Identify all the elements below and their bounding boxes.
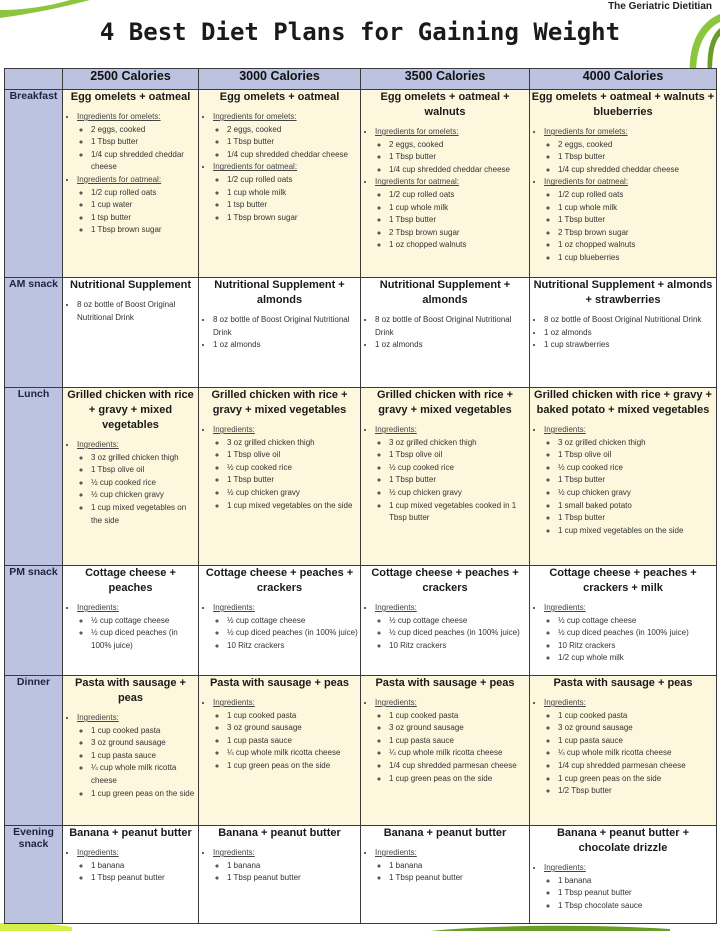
- ingredient-item: ◦ 1 Tbsp butter: [227, 474, 360, 487]
- ingredient-item: ◦ ½ cup cottage cheese: [389, 615, 529, 628]
- ingredient-item: ◦ 1 small baked potato: [558, 500, 716, 513]
- ingredient-item: ◦ 1 banana: [91, 860, 198, 873]
- diet-plan-table: [4, 68, 717, 924]
- ingredient-item: ◦ 10 Ritz crackers: [389, 640, 529, 653]
- ingredient-item: ◦ 1/4 cup shredded cheddar cheese: [91, 149, 198, 174]
- ingredient-item: ◦ 1 Tbsp butter: [558, 214, 716, 227]
- ingredient-item: ◦ 2 eggs, cooked: [389, 139, 529, 152]
- ingredient-item: ◦ 3 oz grilled chicken thigh: [227, 437, 360, 450]
- ingredient-item: ◦ 3 oz grilled chicken thigh: [389, 437, 529, 450]
- ingredient-item: ◦ 1/4 cup shredded parmesan cheese: [558, 760, 716, 773]
- ingredient-item: • 8 oz bottle of Boost Original Nutritional Drink: [213, 314, 360, 339]
- ingredient-item: ◦ 1/2 Tbsp butter: [558, 785, 716, 798]
- ingredient-group: [213, 161, 360, 224]
- ingredient-group-label: Ingredients for oatmeal:: [213, 162, 298, 172]
- plan-cell: [63, 676, 199, 826]
- ingredient-item: ◦ 1 cup pasta sauce: [389, 735, 529, 748]
- plan-cell: [199, 90, 361, 278]
- ingredient-item: ◦ 1 banana: [227, 860, 360, 873]
- ingredient-sublist: [544, 437, 716, 538]
- ingredient-list: [530, 314, 716, 352]
- ingredient-sublist: [77, 725, 198, 801]
- plan-cell: [63, 388, 199, 566]
- ingredient-group: [544, 862, 716, 912]
- plan-cell: [63, 566, 199, 676]
- ingredient-item: ◦ 2 Tbsp brown sugar: [389, 227, 529, 240]
- ingredient-group-label: Ingredients:: [77, 440, 119, 449]
- dish-title: Cottage cheese + peaches: [85, 567, 176, 594]
- plan-cell: [63, 826, 199, 924]
- ingredient-item: ◦ 1 Tbsp olive oil: [227, 449, 360, 462]
- ingredient-item: ◦ 1 cup green peas on the side: [389, 773, 529, 786]
- ingredient-item: ◦ 3 oz grilled chicken thigh: [558, 437, 716, 450]
- ingredient-sublist: [544, 615, 716, 665]
- ingredient-item: ◦ 1 cup blueberries: [558, 252, 716, 265]
- ingredient-item: ◦ 1 Tbsp olive oil: [389, 449, 529, 462]
- ingredient-sublist: [375, 189, 529, 252]
- ingredient-sublist: [213, 174, 360, 224]
- ingredient-item: ◦ 1 cup water: [91, 199, 198, 212]
- ingredient-sublist: [375, 615, 529, 653]
- ingredient-sublist: [544, 875, 716, 913]
- column-header: 4000 Calories: [530, 69, 717, 90]
- dish-title: Egg omelets + oatmeal + walnuts + blueberries: [531, 91, 715, 118]
- ingredient-group: [213, 111, 360, 161]
- ingredient-list: [63, 299, 198, 324]
- ingredient-item: ◦ 1/2 cup rolled oats: [558, 189, 716, 202]
- ingredient-item: ◦ 1 Tbsp butter: [91, 136, 198, 149]
- ingredient-item: ◦ 1 Tbsp olive oil: [91, 464, 198, 477]
- ingredient-item: ◦ 1 cup cooked pasta: [227, 710, 360, 723]
- ingredient-list: [530, 126, 716, 265]
- ingredient-item: • 8 oz bottle of Boost Original Nutritional Drink: [375, 314, 529, 339]
- ingredient-list: [361, 847, 529, 885]
- ingredient-list: [199, 111, 360, 224]
- ingredient-list: [199, 314, 360, 352]
- ingredient-item: ◦ 1 banana: [389, 860, 529, 873]
- ingredient-sublist: [77, 615, 198, 653]
- ingredient-group-label: Ingredients for oatmeal:: [375, 177, 460, 187]
- ingredient-group-label: Ingredients for omelets:: [77, 112, 161, 121]
- ingredient-list: [530, 862, 716, 912]
- plan-cell: [361, 278, 530, 388]
- ingredient-group-label: Ingredients:: [544, 863, 586, 872]
- ingredient-item: ◦ 1 Tbsp olive oil: [558, 449, 716, 462]
- ingredient-item: ◦ ½ cup cooked rice: [91, 477, 198, 490]
- plan-cell: [199, 826, 361, 924]
- ingredient-item: ◦ 1/2 cup rolled oats: [389, 189, 529, 202]
- ingredient-item: ◦ ½ cup chicken gravy: [389, 487, 529, 500]
- ingredient-item: ◦ 1 cup pasta sauce: [91, 750, 198, 763]
- dish-title: Egg omelets + oatmeal + walnuts: [380, 91, 510, 118]
- ingredient-item: ◦ ½ cup diced peaches (in 100% juice): [558, 627, 716, 640]
- meal-row-am-snack: [5, 278, 717, 388]
- dish-title: Nutritional Supplement: [70, 279, 191, 291]
- meal-row-pm-snack: [5, 566, 717, 676]
- plan-cell: [199, 388, 361, 566]
- plan-cell: [361, 388, 530, 566]
- plan-cell: [530, 388, 717, 566]
- ingredient-item: ◦ 1/2 cup rolled oats: [91, 187, 198, 200]
- ingredient-item: ◦ ½ cup cooked rice: [558, 462, 716, 475]
- ingredient-sublist: [375, 860, 529, 885]
- ingredient-group: [77, 847, 198, 885]
- ingredient-item: • 8 oz bottle of Boost Original Nutritional Drink: [544, 314, 716, 327]
- ingredient-list: [63, 847, 198, 885]
- ingredient-group: [77, 712, 198, 800]
- ingredient-group-label: Ingredients for oatmeal:: [77, 174, 162, 184]
- ingredient-item: ◦ 1 cup whole milk: [227, 187, 360, 200]
- dish-title: Banana + peanut butter: [383, 827, 507, 839]
- ingredient-item: ◦ 1 cup mixed vegetables on the side: [227, 500, 360, 513]
- ingredient-list: [361, 424, 529, 525]
- ingredient-item: ◦ ½ cup chicken gravy: [91, 489, 198, 502]
- ingredient-group: [544, 176, 716, 264]
- ingredient-item: ◦ ½ cup cooked rice: [389, 462, 529, 475]
- ingredient-item: • 1 cup strawberries: [544, 339, 716, 352]
- brand-name: The Geriatric Dietitian: [608, 1, 712, 12]
- ingredient-list: [199, 697, 360, 773]
- ingredient-group: [213, 424, 360, 512]
- ingredient-item: ◦ 1 Tbsp brown sugar: [91, 224, 198, 237]
- plan-cell: [199, 676, 361, 826]
- dish-title: Banana + peanut butter + chocolate drizzle: [556, 827, 690, 854]
- ingredient-item: ◦ 1 cup whole milk: [389, 202, 529, 215]
- ingredient-group-label: Ingredients:: [375, 698, 417, 707]
- plan-cell: [361, 676, 530, 826]
- dish-title: Cottage cheese + peaches + crackers + milk: [549, 567, 697, 594]
- ingredient-item: ◦ 1 oz chopped walnuts: [389, 239, 529, 252]
- ingredient-group: [213, 602, 360, 652]
- ingredient-item: ◦ 1 cup cooked pasta: [389, 710, 529, 723]
- ingredient-group: [544, 697, 716, 798]
- dish-title: Cottage cheese + peaches + crackers: [371, 567, 519, 594]
- ingredient-group: [544, 602, 716, 665]
- ingredient-sublist: [375, 437, 529, 525]
- ingredient-group-label: Ingredients for omelets:: [544, 127, 628, 136]
- ingredient-sublist: [544, 189, 716, 265]
- ingredient-item: ◦ ¼ cup whole milk ricotta cheese: [227, 747, 360, 760]
- ingredient-list: [530, 602, 716, 665]
- dish-title: Egg omelets + oatmeal: [219, 91, 340, 103]
- plan-cell: [530, 826, 717, 924]
- ingredient-list: [63, 439, 198, 527]
- ingredient-group: [77, 602, 198, 652]
- ingredient-group: [77, 111, 198, 174]
- meal-row-lunch: [5, 388, 717, 566]
- ingredient-group-label: Ingredients:: [544, 425, 586, 434]
- ingredient-group: [375, 424, 529, 525]
- ingredient-item: ◦ ½ cup chicken gravy: [558, 487, 716, 500]
- ingredient-item: ◦ 10 Ritz crackers: [227, 640, 360, 653]
- meal-label: Lunch: [5, 388, 63, 566]
- plan-cell: [361, 566, 530, 676]
- ingredient-item: ◦ 10 Ritz crackers: [558, 640, 716, 653]
- ingredient-item: ◦ 3 oz grilled chicken thigh: [91, 452, 198, 465]
- ingredient-sublist: [77, 124, 198, 174]
- ingredient-item: ◦ 1 Tbsp butter: [558, 151, 716, 164]
- ingredient-item: ◦ ¼ cup whole milk ricotta cheese: [91, 762, 198, 787]
- ingredient-group-label: Ingredients:: [213, 603, 255, 612]
- ingredient-item: ◦ 3 oz ground sausage: [91, 737, 198, 750]
- header-row: [5, 69, 717, 90]
- plan-cell: [361, 826, 530, 924]
- ingredient-item: ◦ 1/4 cup shredded cheddar cheese: [227, 149, 360, 162]
- ingredient-group-label: Ingredients for omelets:: [375, 127, 459, 136]
- ingredient-sublist: [213, 860, 360, 885]
- ingredient-group-label: Ingredients:: [375, 603, 417, 612]
- ingredient-item: ◦ 1 Tbsp peanut butter: [389, 872, 529, 885]
- ingredient-item: ◦ ½ cup cottage cheese: [227, 615, 360, 628]
- plan-cell: [199, 278, 361, 388]
- ingredient-item: ◦ 1 cup mixed vegetables cooked in 1 Tbsp butter: [389, 500, 529, 525]
- ingredient-group-label: Ingredients for omelets:: [213, 112, 297, 121]
- ingredient-item: • 1 oz almonds: [375, 339, 529, 352]
- ingredient-group: [375, 697, 529, 785]
- column-header: 2500 Calories: [63, 69, 199, 90]
- dish-title: Cottage cheese + peaches + crackers: [205, 567, 354, 594]
- ingredient-item: ◦ 1 Tbsp butter: [389, 214, 529, 227]
- ingredient-item: ◦ 1/4 cup shredded cheddar cheese: [389, 164, 529, 177]
- ingredient-group: [375, 176, 529, 252]
- ingredient-group-label: Ingredients:: [375, 425, 417, 434]
- ingredient-item: ◦ 3 oz ground sausage: [227, 722, 360, 735]
- dish-title: Grilled chicken with rice + gravy + mixed vegetables: [376, 389, 514, 416]
- dish-title: Banana + peanut butter: [218, 827, 341, 839]
- ingredient-group-label: Ingredients:: [213, 425, 255, 434]
- ingredient-item: ◦ ½ cup chicken gravy: [227, 487, 360, 500]
- meal-row-breakfast: [5, 90, 717, 278]
- ingredient-group: [544, 424, 716, 537]
- ingredient-item: • 1 oz almonds: [213, 339, 360, 352]
- column-header: 3500 Calories: [361, 69, 530, 90]
- ingredient-sublist: [77, 860, 198, 885]
- ingredient-item: ◦ 2 Tbsp brown sugar: [558, 227, 716, 240]
- ingredient-group: [375, 847, 529, 885]
- ingredient-group-label: Ingredients:: [213, 848, 255, 857]
- ingredient-sublist: [544, 139, 716, 177]
- ingredient-item: ◦ 1 cup cooked pasta: [558, 710, 716, 723]
- ingredient-item: ◦ 1 Tbsp butter: [389, 151, 529, 164]
- plan-cell: [361, 90, 530, 278]
- meal-label: PM snack: [5, 566, 63, 676]
- ingredient-group-label: Ingredients:: [544, 603, 586, 612]
- ingredient-group: [77, 174, 198, 237]
- plan-cell: [199, 566, 361, 676]
- ingredient-item: ◦ 1/4 cup shredded parmesan cheese: [389, 760, 529, 773]
- ingredient-item: ◦ ¼ cup whole milk ricotta cheese: [389, 747, 529, 760]
- ingredient-item: ◦ ½ cup cottage cheese: [91, 615, 198, 628]
- ingredient-item: ◦ 2 eggs, cooked: [227, 124, 360, 137]
- ingredient-group-label: Ingredients:: [77, 603, 119, 612]
- ingredient-item: ◦ 1 cup green peas on the side: [558, 773, 716, 786]
- ingredient-list: [63, 111, 198, 237]
- dish-title: Egg omelets + oatmeal: [70, 91, 191, 103]
- meal-label: Dinner: [5, 676, 63, 826]
- dish-title: Pasta with sausage + peas: [209, 677, 350, 689]
- ingredient-item: ◦ ½ cup cottage cheese: [558, 615, 716, 628]
- ingredient-sublist: [213, 710, 360, 773]
- ingredient-group-label: Ingredients:: [77, 848, 119, 857]
- ingredient-sublist: [77, 452, 198, 528]
- dish-title: Nutritional Supplement + almonds: [214, 279, 345, 306]
- ingredient-item: ◦ 1 cup mixed vegetables on the side: [558, 525, 716, 538]
- ingredient-list: [530, 697, 716, 798]
- ingredient-list: [530, 424, 716, 537]
- ingredient-item: ◦ 1 Tbsp butter: [389, 474, 529, 487]
- ingredient-item: ◦ 1 Tbsp butter: [558, 512, 716, 525]
- ingredient-group: [213, 847, 360, 885]
- ingredient-item: ◦ 1 cup pasta sauce: [558, 735, 716, 748]
- ingredient-item: ◦ 1 Tbsp butter: [227, 136, 360, 149]
- ingredient-list: [63, 712, 198, 800]
- ingredient-item: ◦ 1 Tbsp brown sugar: [227, 212, 360, 225]
- dish-title: Banana + peanut butter: [69, 827, 192, 839]
- corner-cell: [5, 69, 63, 90]
- dish-title: Grilled chicken with rice + gravy + mixed vegetables: [211, 389, 348, 416]
- plan-cell: [63, 278, 199, 388]
- ingredient-sublist: [544, 710, 716, 798]
- ingredient-item: ◦ 1 oz chopped walnuts: [558, 239, 716, 252]
- meal-label: Breakfast: [5, 90, 63, 278]
- plan-cell: [530, 90, 717, 278]
- ingredient-item: ◦ 1 banana: [558, 875, 716, 888]
- ingredient-group: [213, 697, 360, 773]
- ingredient-list: [361, 126, 529, 252]
- ingredient-item: ◦ 1 cup cooked pasta: [91, 725, 198, 738]
- ingredient-group: [77, 439, 198, 527]
- ingredient-item: ◦ ½ cup diced peaches (in 100% juice): [389, 627, 529, 640]
- ingredient-item: ◦ 3 oz ground sausage: [558, 722, 716, 735]
- meal-row-dinner: [5, 676, 717, 826]
- ingredient-item: ◦ 1/2 cup rolled oats: [227, 174, 360, 187]
- ingredient-list: [199, 602, 360, 652]
- ingredient-item: ◦ ½ cup diced peaches (in 100% juice): [227, 627, 360, 640]
- dish-title: Grilled chicken with rice + gravy + mixed vegetables: [67, 389, 194, 431]
- dish-title: Nutritional Supplement + almonds + strawberries: [533, 279, 713, 306]
- ingredient-item: ◦ 1 cup mixed vegetables on the side: [91, 502, 198, 527]
- ingredient-item: ◦ 1 cup whole milk: [558, 202, 716, 215]
- ingredient-item: • 8 oz bottle of Boost Original Nutritional Drink: [77, 299, 198, 324]
- ingredient-item: ◦ ¼ cup whole milk ricotta cheese: [558, 747, 716, 760]
- ingredient-item: ◦ 1 cup green peas on the side: [227, 760, 360, 773]
- ingredient-group: [544, 126, 716, 176]
- ingredient-item: • 1 oz almonds: [544, 327, 716, 340]
- ingredient-list: [199, 847, 360, 885]
- ingredient-item: ◦ 1 cup pasta sauce: [227, 735, 360, 748]
- dish-title: Nutritional Supplement + almonds: [379, 279, 511, 306]
- plan-cell: [63, 90, 199, 278]
- ingredient-sublist: [213, 124, 360, 162]
- ingredient-item: ◦ 1 Tbsp peanut butter: [558, 887, 716, 900]
- ingredient-sublist: [77, 187, 198, 237]
- ingredient-sublist: [375, 710, 529, 786]
- meal-label: AM snack: [5, 278, 63, 388]
- ingredient-group-label: Ingredients:: [375, 848, 417, 857]
- decorative-swoosh-bottom-center: [430, 923, 670, 931]
- ingredient-group-label: Ingredients:: [77, 713, 119, 722]
- ingredient-item: ◦ 1 Tbsp peanut butter: [227, 872, 360, 885]
- dish-title: Grilled chicken with rice + gravy + baked potato + mixed vegetables: [534, 389, 712, 416]
- ingredient-item: ◦ 3 oz ground sausage: [389, 722, 529, 735]
- ingredient-group-label: Ingredients:: [213, 698, 255, 707]
- ingredient-item: ◦ 2 eggs, cooked: [91, 124, 198, 137]
- ingredient-group-label: Ingredients for oatmeal:: [544, 177, 629, 187]
- ingredient-item: ◦ 1/4 cup shredded cheddar cheese: [558, 164, 716, 177]
- ingredient-group: [375, 602, 529, 652]
- ingredient-item: ◦ 1 Tbsp butter: [558, 474, 716, 487]
- ingredient-item: ◦ 2 eggs, cooked: [558, 139, 716, 152]
- page-title: 4 Best Diet Plans for Gaining Weight: [99, 18, 621, 46]
- column-header: 3000 Calories: [199, 69, 361, 90]
- plan-cell: [530, 278, 717, 388]
- plan-cell: [530, 676, 717, 826]
- dish-title: Pasta with sausage + peas: [553, 677, 693, 689]
- dish-title: Pasta with sausage + peas: [75, 677, 186, 704]
- ingredient-list: [361, 314, 529, 352]
- ingredient-sublist: [375, 139, 529, 177]
- ingredient-list: [63, 602, 198, 652]
- ingredient-item: ◦ 1 tsp butter: [227, 199, 360, 212]
- meal-label: Evening snack: [5, 826, 63, 924]
- ingredient-sublist: [213, 615, 360, 653]
- ingredient-item: ◦ 1 cup green peas on the side: [91, 788, 198, 801]
- dish-title: Pasta with sausage + peas: [375, 677, 515, 689]
- ingredient-item: ◦ 1/2 cup whole milk: [558, 652, 716, 665]
- ingredient-item: ◦ 1 Tbsp chocolate sauce: [558, 900, 716, 913]
- ingredient-item: ◦ 1 Tbsp peanut butter: [91, 872, 198, 885]
- ingredient-item: ◦ ½ cup diced peaches (in 100% juice): [91, 627, 198, 652]
- ingredient-group: [375, 126, 529, 176]
- ingredient-list: [361, 697, 529, 785]
- meal-row-evening-snack: [5, 826, 717, 924]
- ingredient-item: ◦ 1 tsp butter: [91, 212, 198, 225]
- ingredient-item: ◦ ½ cup cooked rice: [227, 462, 360, 475]
- ingredient-group-label: Ingredients:: [544, 698, 586, 707]
- ingredient-sublist: [213, 437, 360, 513]
- plan-cell: [530, 566, 717, 676]
- ingredient-list: [199, 424, 360, 512]
- ingredient-list: [361, 602, 529, 652]
